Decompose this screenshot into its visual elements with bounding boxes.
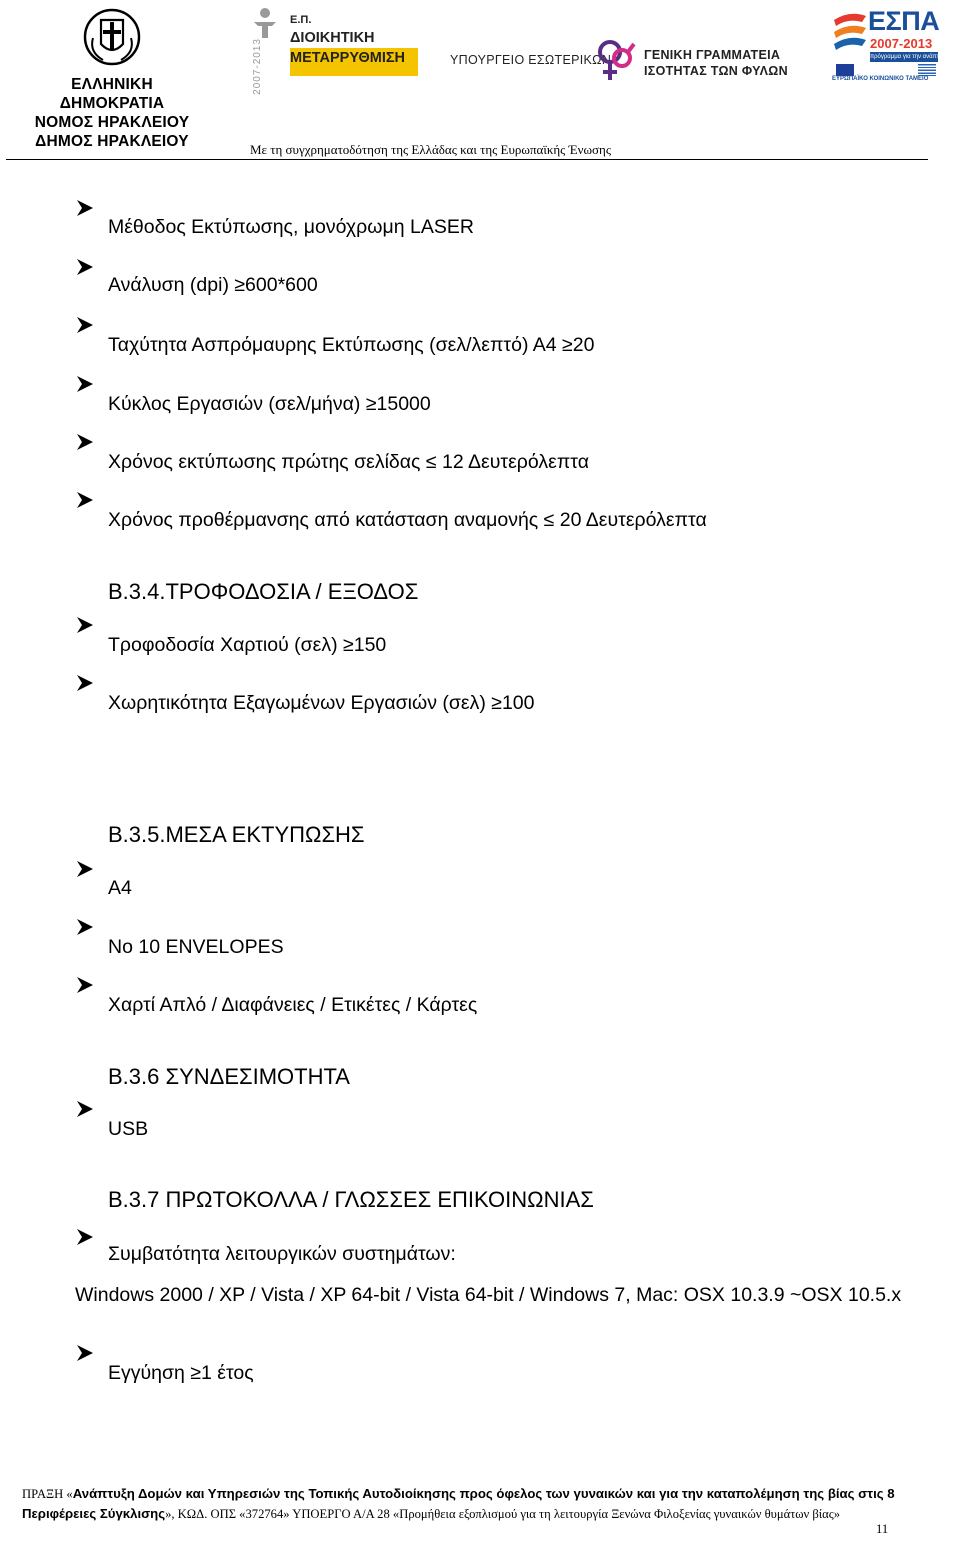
- list-item: Κύκλος Εργασιών (σελ/μήνα) ≥15000: [108, 393, 431, 415]
- cofunding-note: Με τη συγχρηματοδότηση της Ελλάδας και της Ευρωπαϊκής Ένωσης: [250, 142, 611, 157]
- bullet-arrow-icon: [76, 616, 94, 634]
- header-divider: [6, 159, 928, 160]
- warranty-item: Εγγύηση ≥1 έτος: [108, 1362, 254, 1384]
- list-item: Χωρητικότητα Εξαγωμένων Εργασιών (σελ) ≥100: [108, 692, 535, 714]
- list-item: A4: [108, 877, 132, 899]
- section-heading: Β.3.4.ΤΡΟΦΟΔΟΣΙΑ / ΕΞΟΔΟΣ: [108, 579, 419, 604]
- list-item: Χρόνος εκτύπωσης πρώτης σελίδας ≤ 12 Δευτερόλεπτα: [108, 451, 589, 473]
- list-item: No 10 ENVELOPES: [108, 936, 284, 958]
- general-secretariat-label: [644, 47, 788, 79]
- ep-title-1: ΔΙΟΙΚΗΤΙΚΗ: [290, 30, 375, 46]
- ep-small: Ε.Π.: [290, 14, 312, 26]
- list-item: USB: [108, 1118, 149, 1140]
- espa-years: 2007-2013: [870, 36, 933, 51]
- bullet-arrow-icon: [76, 918, 94, 936]
- espa-tag: πρόγραμμα για την ανάπτυξη: [870, 54, 949, 60]
- bullet-arrow-icon: [76, 674, 94, 692]
- section-heading: Β.3.6 ΣΥΝΔΕΣΙΜΟΤΗΤΑ: [108, 1064, 350, 1089]
- greek-emblem-icon: [83, 8, 141, 66]
- gov-line-1: ΕΛΛΗΝΙΚΗ: [71, 76, 153, 93]
- footer-project-title: Ανάπτυξη Δομών και Υπηρεσιών της Τοπικής Αυτοδιοίκησης προς όφελος των γυναικών και για την καταπολέμηση της βίας στις 8 Περιφέρειες Σύγκλισης: [22, 1486, 895, 1521]
- bullet-arrow-icon: [76, 375, 94, 393]
- bullet-arrow-icon: [76, 258, 94, 276]
- ep-years: 2007-2013: [252, 38, 263, 95]
- bullet-arrow-icon: [76, 1100, 94, 1118]
- list-item: Χρόνος προθέρμανσης από κατάσταση αναμονής ≤ 20 Δευτερόλεπτα: [108, 509, 707, 531]
- bullet-arrow-icon: [76, 1344, 94, 1362]
- bullet-arrow-icon: [76, 976, 94, 994]
- bullet-arrow-icon: [76, 860, 94, 878]
- espa-eu-fund: ΕΥΡΩΠΑΪΚΟ ΚΟΙΝΩΝΙΚΟ ΤΑΜΕΙΟ: [832, 76, 929, 82]
- list-item: Χαρτί Απλό / Διαφάνειες / Ετικέτες / Κάρτες: [108, 994, 478, 1016]
- project-footer: [22, 1484, 950, 1524]
- government-block: [22, 8, 202, 151]
- page-number: 11: [876, 1522, 889, 1536]
- espa-logo: [832, 6, 949, 82]
- ep-title-2: ΜΕΤΑΡΡΥΘΜΙΣΗ: [290, 50, 406, 66]
- bullet-arrow-icon: [76, 433, 94, 451]
- eu-flag-icon: [836, 64, 854, 76]
- bullet-arrow-icon: [76, 491, 94, 509]
- list-item: Ταχύτητα Ασπρόμαυρης Εκτύπωσης (σελ/λεπτό) Α4 ≥20: [108, 334, 595, 356]
- gender-equality-icon: [594, 36, 636, 86]
- footer-suffix: », ΚΩΔ. ΟΠΣ «372764» ΥΠΟΕΡΓΟ Α/Α 28 «Προμήθεια εξοπλισμού για τη λειτουργία Ξενώνα Φιλοξενίας γυναικών θυμάτων βίας»: [165, 1507, 841, 1521]
- bullet-arrow-icon: [76, 1228, 94, 1246]
- ep-logo: [238, 4, 428, 104]
- bullet-arrow-icon: [76, 316, 94, 334]
- list-item: Μέθοδος Εκτύπωσης, μονόχρωμη LASER: [108, 216, 474, 238]
- espa-title: ΕΣΠΑ: [868, 6, 940, 36]
- espa-swoosh-icon: [832, 10, 868, 54]
- bullet-arrow-icon: [76, 199, 94, 217]
- greek-flag-icon: [918, 64, 936, 76]
- os-compatibility-text: Windows 2000 / XP / Vista / XP 64-bit / Vista 64-bit / Windows 7, Mac: OSX 10.3.9 ~OSX 10.5.x: [75, 1284, 902, 1306]
- gov-line-4: ΔΗΜΟΣ ΗΡΑΚΛΕΙΟΥ: [35, 133, 189, 150]
- gen-sec-line-1: ΓΕΝΙΚΗ ΓΡΑΜΜΑΤΕΙΑ: [644, 48, 781, 62]
- section-heading: Β.3.5.ΜΕΣΑ ΕΚΤΥΠΩΣΗΣ: [108, 822, 365, 847]
- list-item: Τροφοδοσία Χαρτιού (σελ) ≥150: [108, 634, 387, 656]
- person-figure-icon: [248, 6, 282, 40]
- gov-line-2: ΔΗΜΟΚΡΑΤΙΑ: [59, 95, 165, 112]
- list-item: Συμβατότητα λειτουργικών συστημάτων:: [108, 1243, 456, 1265]
- section-heading: Β.3.7 ΠΡΩΤΟΚΟΛΛΑ / ΓΛΩΣΣΕΣ ΕΠΙΚΟΙΝΩΝΙΑΣ: [108, 1187, 594, 1212]
- footer-prefix: ΠΡΑΞΗ «: [22, 1487, 73, 1501]
- list-item: Ανάλυση (dpi) ≥600*600: [108, 274, 318, 296]
- ministry-label: ΥΠΟΥΡΓΕΙΟ ΕΣΩΤΕΡΙΚΩΝ: [450, 53, 612, 67]
- gen-sec-line-2: ΙΣΟΤΗΤΑΣ ΤΩΝ ΦΥΛΩΝ: [644, 64, 788, 78]
- gov-line-3: ΝΟΜΟΣ ΗΡΑΚΛΕΙΟΥ: [34, 114, 190, 131]
